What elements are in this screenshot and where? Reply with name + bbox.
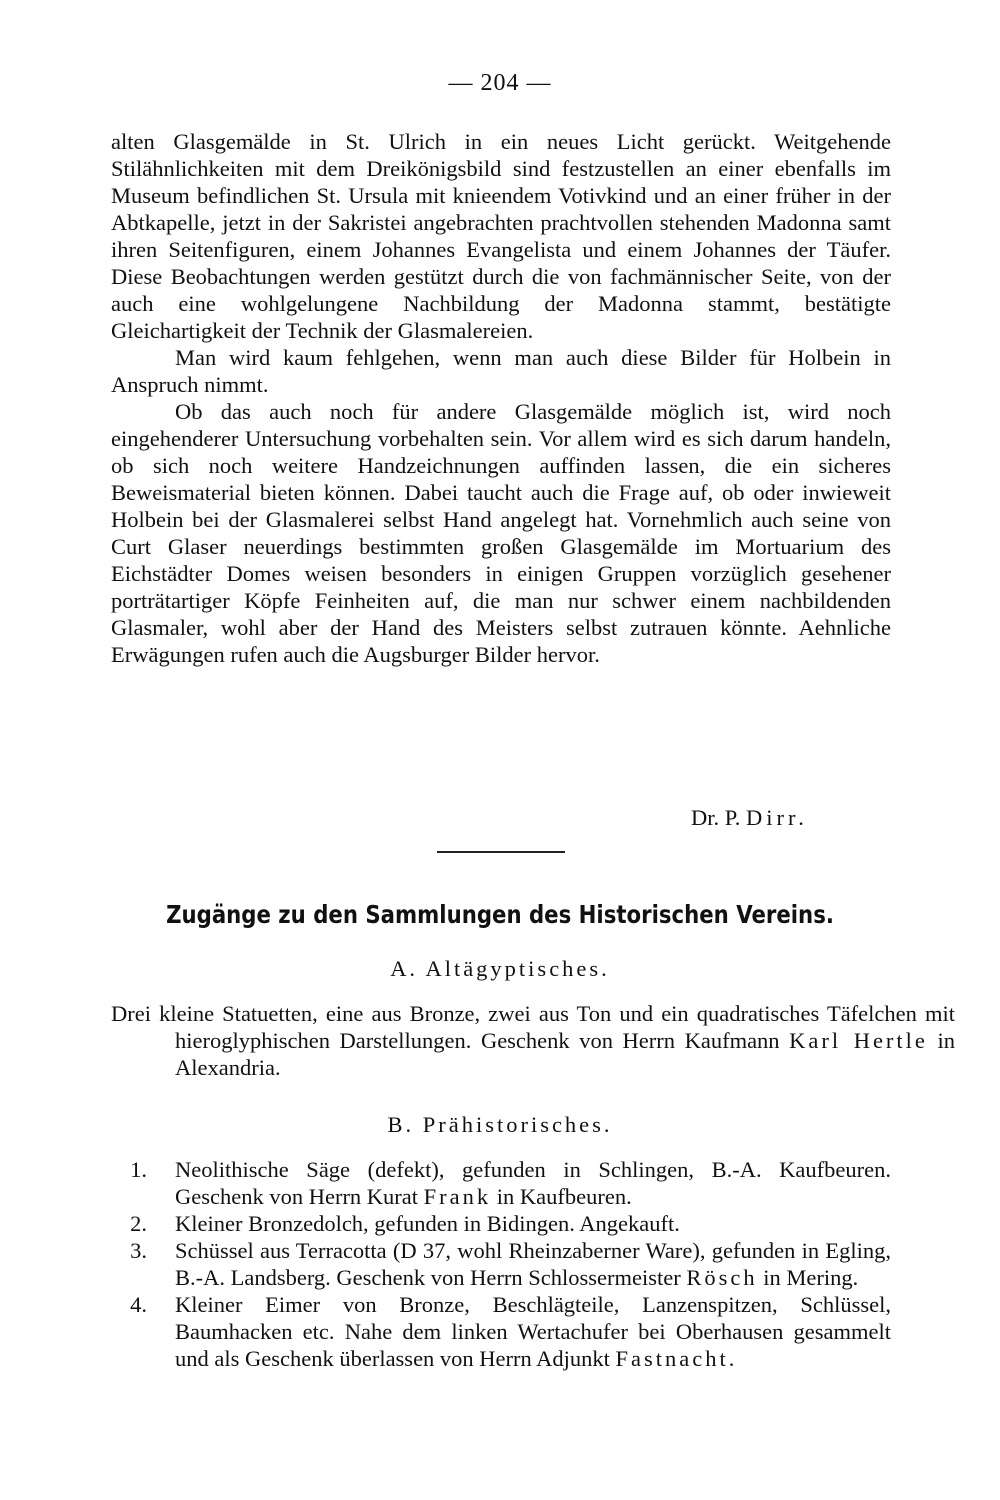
list-item <box>111 1237 891 1291</box>
paragraph: Man wird kaum fehlgehen, wenn man auch diese Bilder für Holbein in Anspruch nimmt. <box>111 345 891 397</box>
paragraph: Ob das auch noch für andere Glasgemälde möglich ist, wird noch eingehenderer Untersuchung vorbehalten sein. Vor allem wird es sich darum handeln, ob sich noch weitere Handzeichnungen auffinden lassen, die ein sicheres Beweismaterial bieten können. Dabei taucht auch die Frage auf, ob oder inwieweit Holbein bei der Glasmalerei selbst Hand angelegt hat. Vornehmlich auch seine von Curt Glaser neuerdings bestimmten großen Glasgemälde im Mortuarium des Eichstädter Domes weisen besonders in einigen Gruppen vorzüglich gesehener porträtartiger Köpfe Feinheiten auf, die man nur schwer einem nachbildenden Glasmaler, wohl aber der Hand des Meisters selbst zutrauen könnte. Aehnliche Erwägungen rufen auch die Augsburger Bilder hervor. <box>111 399 891 667</box>
item-number: 1. <box>130 1157 147 1182</box>
item-end: in Mering. <box>763 1265 859 1290</box>
donor-name: Fastnacht. <box>615 1346 738 1371</box>
item-text: Neolithische Säge (defekt), gefunden in Schlingen, B.-A. Kaufbeuren. Geschenk von Herrn Kurat <box>175 1157 891 1209</box>
article-body <box>111 128 891 668</box>
item-text: Kleiner Bronzedolch, gefunden in Bidingen. Angekauft. <box>175 1211 680 1236</box>
list-item <box>111 1291 891 1372</box>
paragraph: alten Glasgemälde in St. Ulrich in ein neues Licht gerückt. Weitgehende Stilähnlichkeiten mit dem Dreikönigsbild sind festzustellen an einer ebenfalls im Museum befindlichen St. Ursula mit knieendem Votivkind und an einer früher in der Abtkapelle, jetzt in der Sakristei angebrachten prachtvollen stehenden Madonna samt ihren Seitenfiguren, einem Johannes Evangelista und einem Johannes der Täufer. Diese Beobachtungen werden gestützt durch die von fachmännischer Seite, von der auch eine wohlgelungene Nachbildung der Madonna stammt, bestätigte Gleichartigkeit der Technik der Glasmalereien. <box>111 129 891 343</box>
signature-prefix: Dr. P. <box>691 805 741 830</box>
list-item <box>111 1156 891 1210</box>
entry-text: Drei kleine Statuetten, eine aus Bronze, zwei aus Ton und ein quadratisches Täfelchen mit hieroglyphischen Darstellungen. Geschenk von Herrn Kaufmann <box>111 1001 955 1053</box>
item-number: 2. <box>130 1211 147 1236</box>
entry-a <box>111 1000 955 1081</box>
section-divider <box>437 851 565 853</box>
accession-list <box>111 1156 891 1372</box>
donor-name: Karl Hertle <box>789 1028 928 1053</box>
page-number: — 204 — <box>448 70 552 96</box>
subsection-heading-b: B. Prähistorisches. <box>387 1112 613 1137</box>
signature-name: Dirr. <box>746 805 808 830</box>
item-number: 3. <box>130 1238 147 1263</box>
item-end: in Kaufbeuren. <box>496 1184 632 1209</box>
item-number: 4. <box>130 1292 147 1317</box>
author-signature <box>691 804 808 831</box>
list-item <box>111 1210 891 1237</box>
donor-name: Frank <box>423 1184 492 1209</box>
subsection-heading-a: A. Altägyptisches. <box>390 956 610 981</box>
donor-name: Rösch <box>686 1265 758 1290</box>
item-text: Schüssel aus Terracotta (D 37, wohl Rheinzaberner Ware), gefunden in Egling, B.-A. Landsberg. Geschenk von Herrn Schlossermeister <box>175 1238 891 1290</box>
section-title: Zugänge zu den Sammlungen des Historischen Vereins. <box>166 900 834 929</box>
entry-end: in Alexandria. <box>175 1028 956 1080</box>
item-text: Kleiner Eimer von Bronze, Beschlägteile, Lanzenspitzen, Schlüssel, Baumhacken etc. Nahe dem linken Wertachufer bei Oberhausen gesammelt und als Geschenk überlassen von Herrn Adjunkt <box>175 1292 891 1371</box>
